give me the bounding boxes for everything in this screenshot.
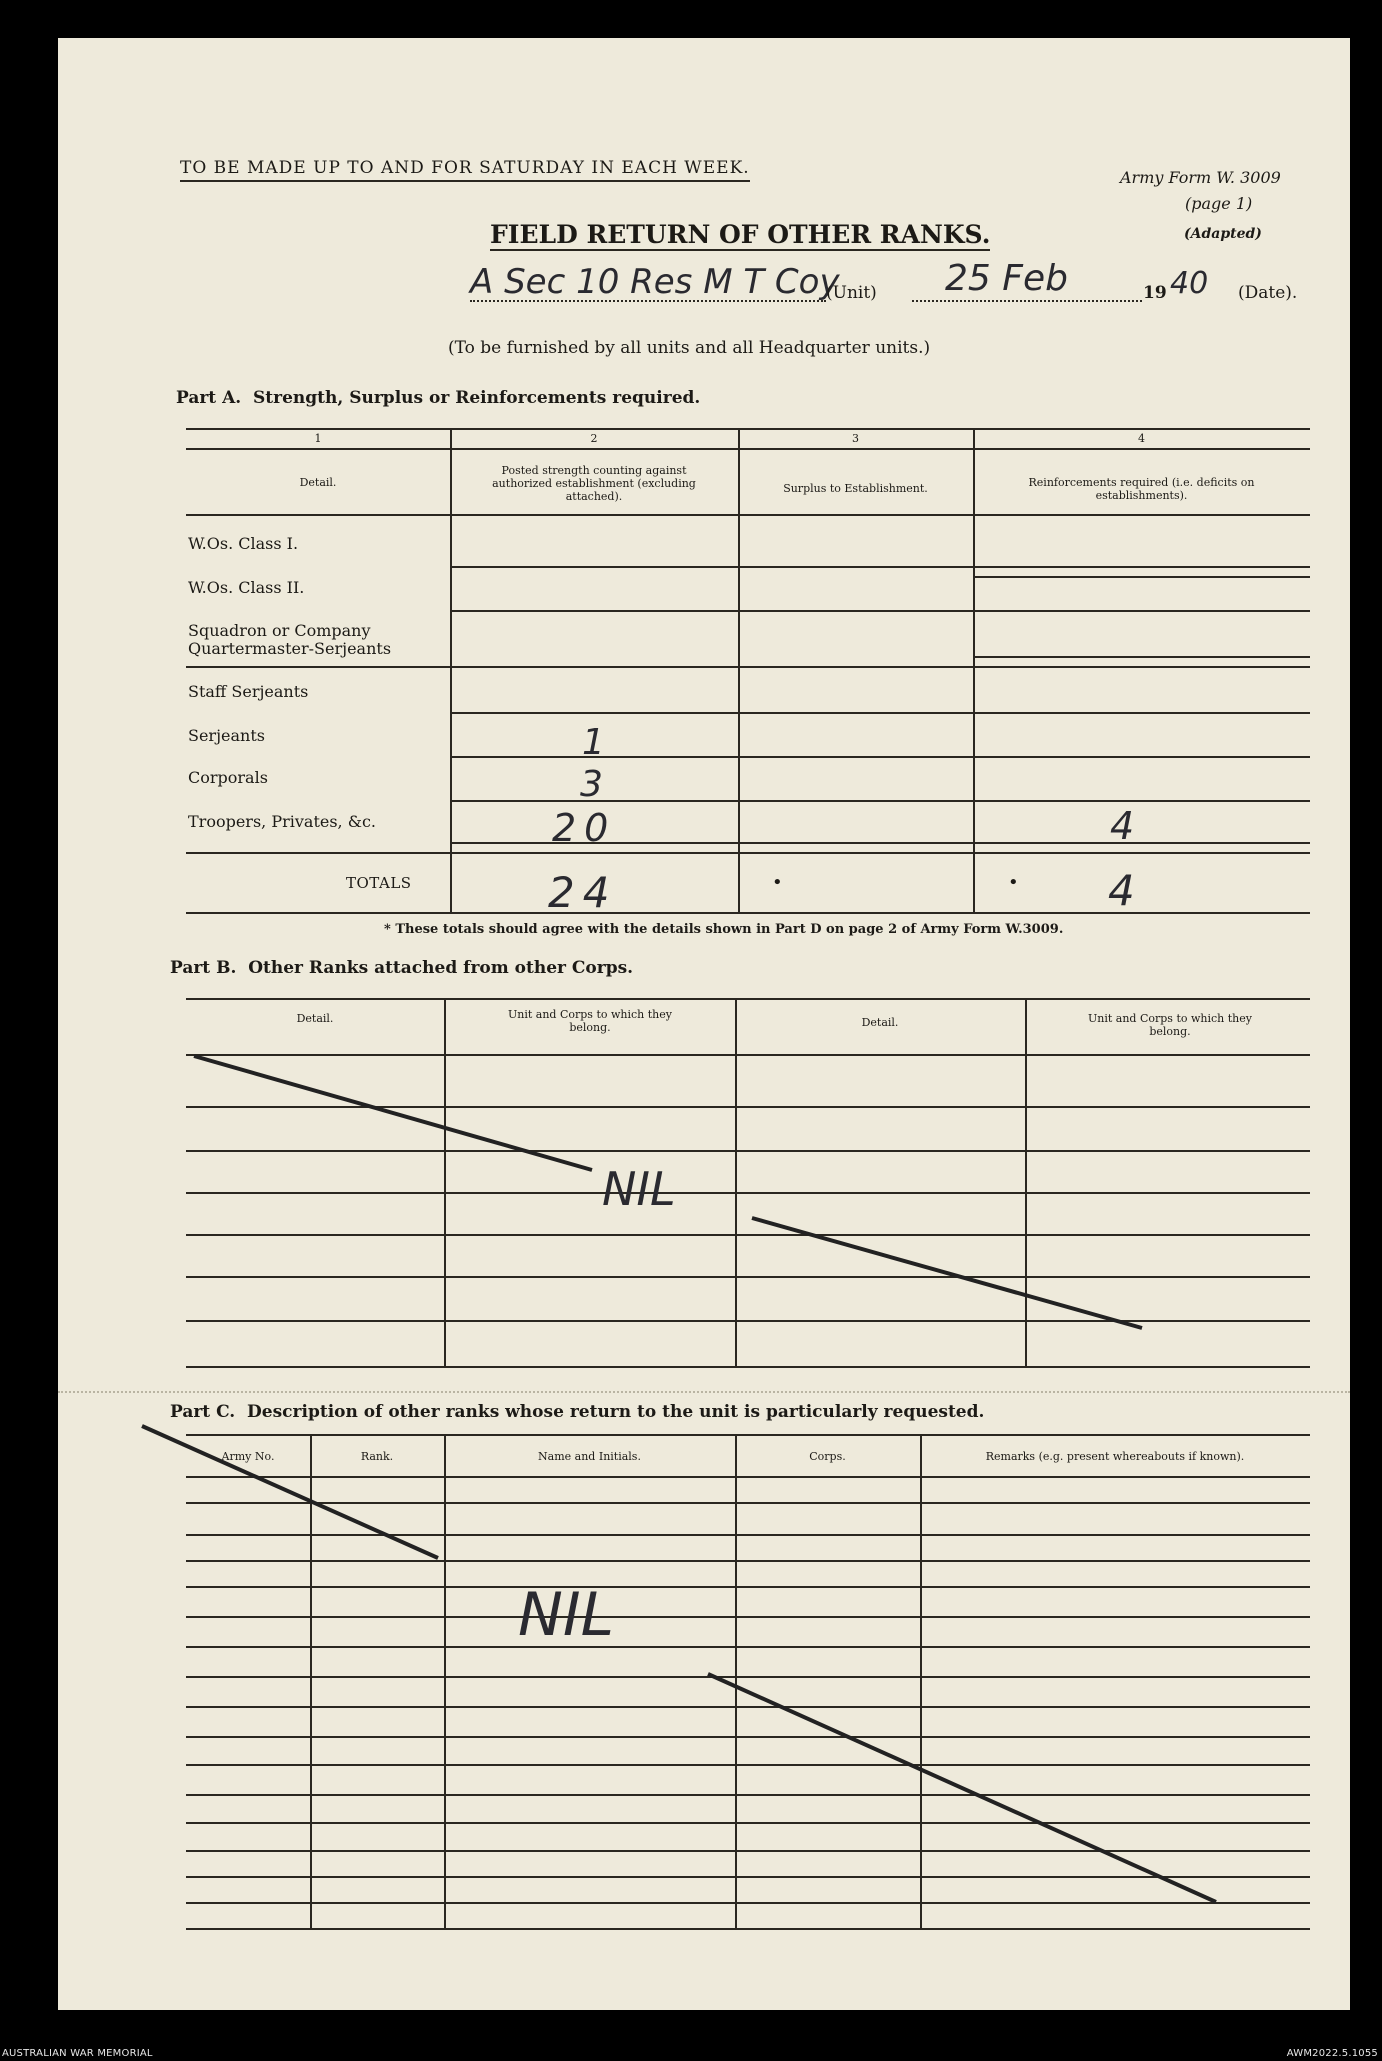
form-number: Army Form W. 3009 xyxy=(1120,168,1281,187)
date-handwritten: 25 Feb xyxy=(945,258,1068,299)
privates-posted: 20 xyxy=(552,806,617,850)
page-number: (page 1) xyxy=(1185,194,1253,213)
instruction-line: TO BE MADE UP TO AND FOR SATURDAY IN EACH WEEK. xyxy=(180,158,750,182)
col-number-3: 3 xyxy=(852,432,859,445)
row-detail: Staff Serjeants xyxy=(188,682,309,701)
serjeants-posted: 1 xyxy=(582,722,605,763)
row-detail: W.Os. Class I. xyxy=(188,534,299,553)
footer-credit: AUSTRALIAN WAR MEMORIAL xyxy=(2,2048,153,2059)
year-prefix: 19 xyxy=(1143,283,1167,303)
c-col-army-no: Army No. xyxy=(221,1450,275,1463)
date-label: (Date). xyxy=(1238,283,1298,303)
unit-handwritten: A Sec 10 Res M T Coy xyxy=(470,262,840,302)
c-col-name: Name and Initials. xyxy=(538,1450,641,1463)
col-number-4: 4 xyxy=(1138,432,1145,445)
b-col-detail-1: Detail. xyxy=(296,1012,334,1025)
part-c-nil: NIL xyxy=(518,1580,615,1650)
adapted-note: (Adapted) xyxy=(1184,226,1262,242)
col-number-2: 2 xyxy=(590,432,598,445)
part-a-heading: Part A. Strength, Surplus or Reinforcements required. xyxy=(176,388,701,408)
c-col-remarks: Remarks (e.g. present whereabouts if known). xyxy=(985,1450,1245,1463)
b-col-detail-2: Detail. xyxy=(861,1016,899,1029)
year-handwritten: 40 xyxy=(1170,266,1209,301)
b-col-unit-2: Unit and Corps to which they belong. xyxy=(1088,1012,1252,1038)
totals-posted: 24 xyxy=(548,868,618,917)
totals-label: TOTALS xyxy=(346,874,412,892)
totals-surplus-marker: • xyxy=(772,872,783,893)
row-detail: Corporals xyxy=(188,768,268,787)
form-title: FIELD RETURN OF OTHER RANKS. xyxy=(490,220,991,249)
col-number-1: 1 xyxy=(314,432,322,445)
part-b-heading: Part B. Other Ranks attached from other Corps. xyxy=(170,958,634,978)
b-col-unit-1: Unit and Corps to which they belong. xyxy=(508,1008,672,1034)
c-col-rank: Rank. xyxy=(360,1450,394,1463)
unit-label: (Unit) xyxy=(826,283,877,303)
row-detail: Troopers, Privates, &c. xyxy=(188,812,377,831)
corporals-posted: 3 xyxy=(580,764,603,805)
row-detail: W.Os. Class II. xyxy=(188,578,305,597)
col-header-detail: Detail. xyxy=(299,476,337,489)
col-header-surplus: Surplus to Establishment. xyxy=(783,482,928,495)
totals-reinf-marker: • xyxy=(1008,872,1019,893)
col-header-reinforcements: Reinforcements required (i.e. deficits on establishments). xyxy=(1028,476,1255,502)
row-detail: Squadron or Company Quartermaster-Serjeants xyxy=(188,621,392,658)
furnish-note: (To be furnished by all units and all Headquarter units.) xyxy=(448,338,931,358)
part-a-footnote: * These totals should agree with the details shown in Part D on page 2 of Army Form W.3009. xyxy=(384,922,1064,937)
row-detail: Serjeants xyxy=(188,726,265,745)
part-b-nil: NIL xyxy=(602,1162,676,1216)
col-header-posted: Posted strength counting against authorized establishment (excluding attached). xyxy=(492,464,696,503)
c-col-corps: Corps. xyxy=(809,1450,846,1463)
footer-accession: AWM2022.5.1055 xyxy=(1286,2048,1378,2059)
part-c-heading: Part C. Description of other ranks whose return to the unit is particularly requested. xyxy=(170,1402,985,1422)
privates-reinforcements: 4 xyxy=(1110,804,1135,848)
totals-reinforcements: 4 xyxy=(1108,866,1135,915)
